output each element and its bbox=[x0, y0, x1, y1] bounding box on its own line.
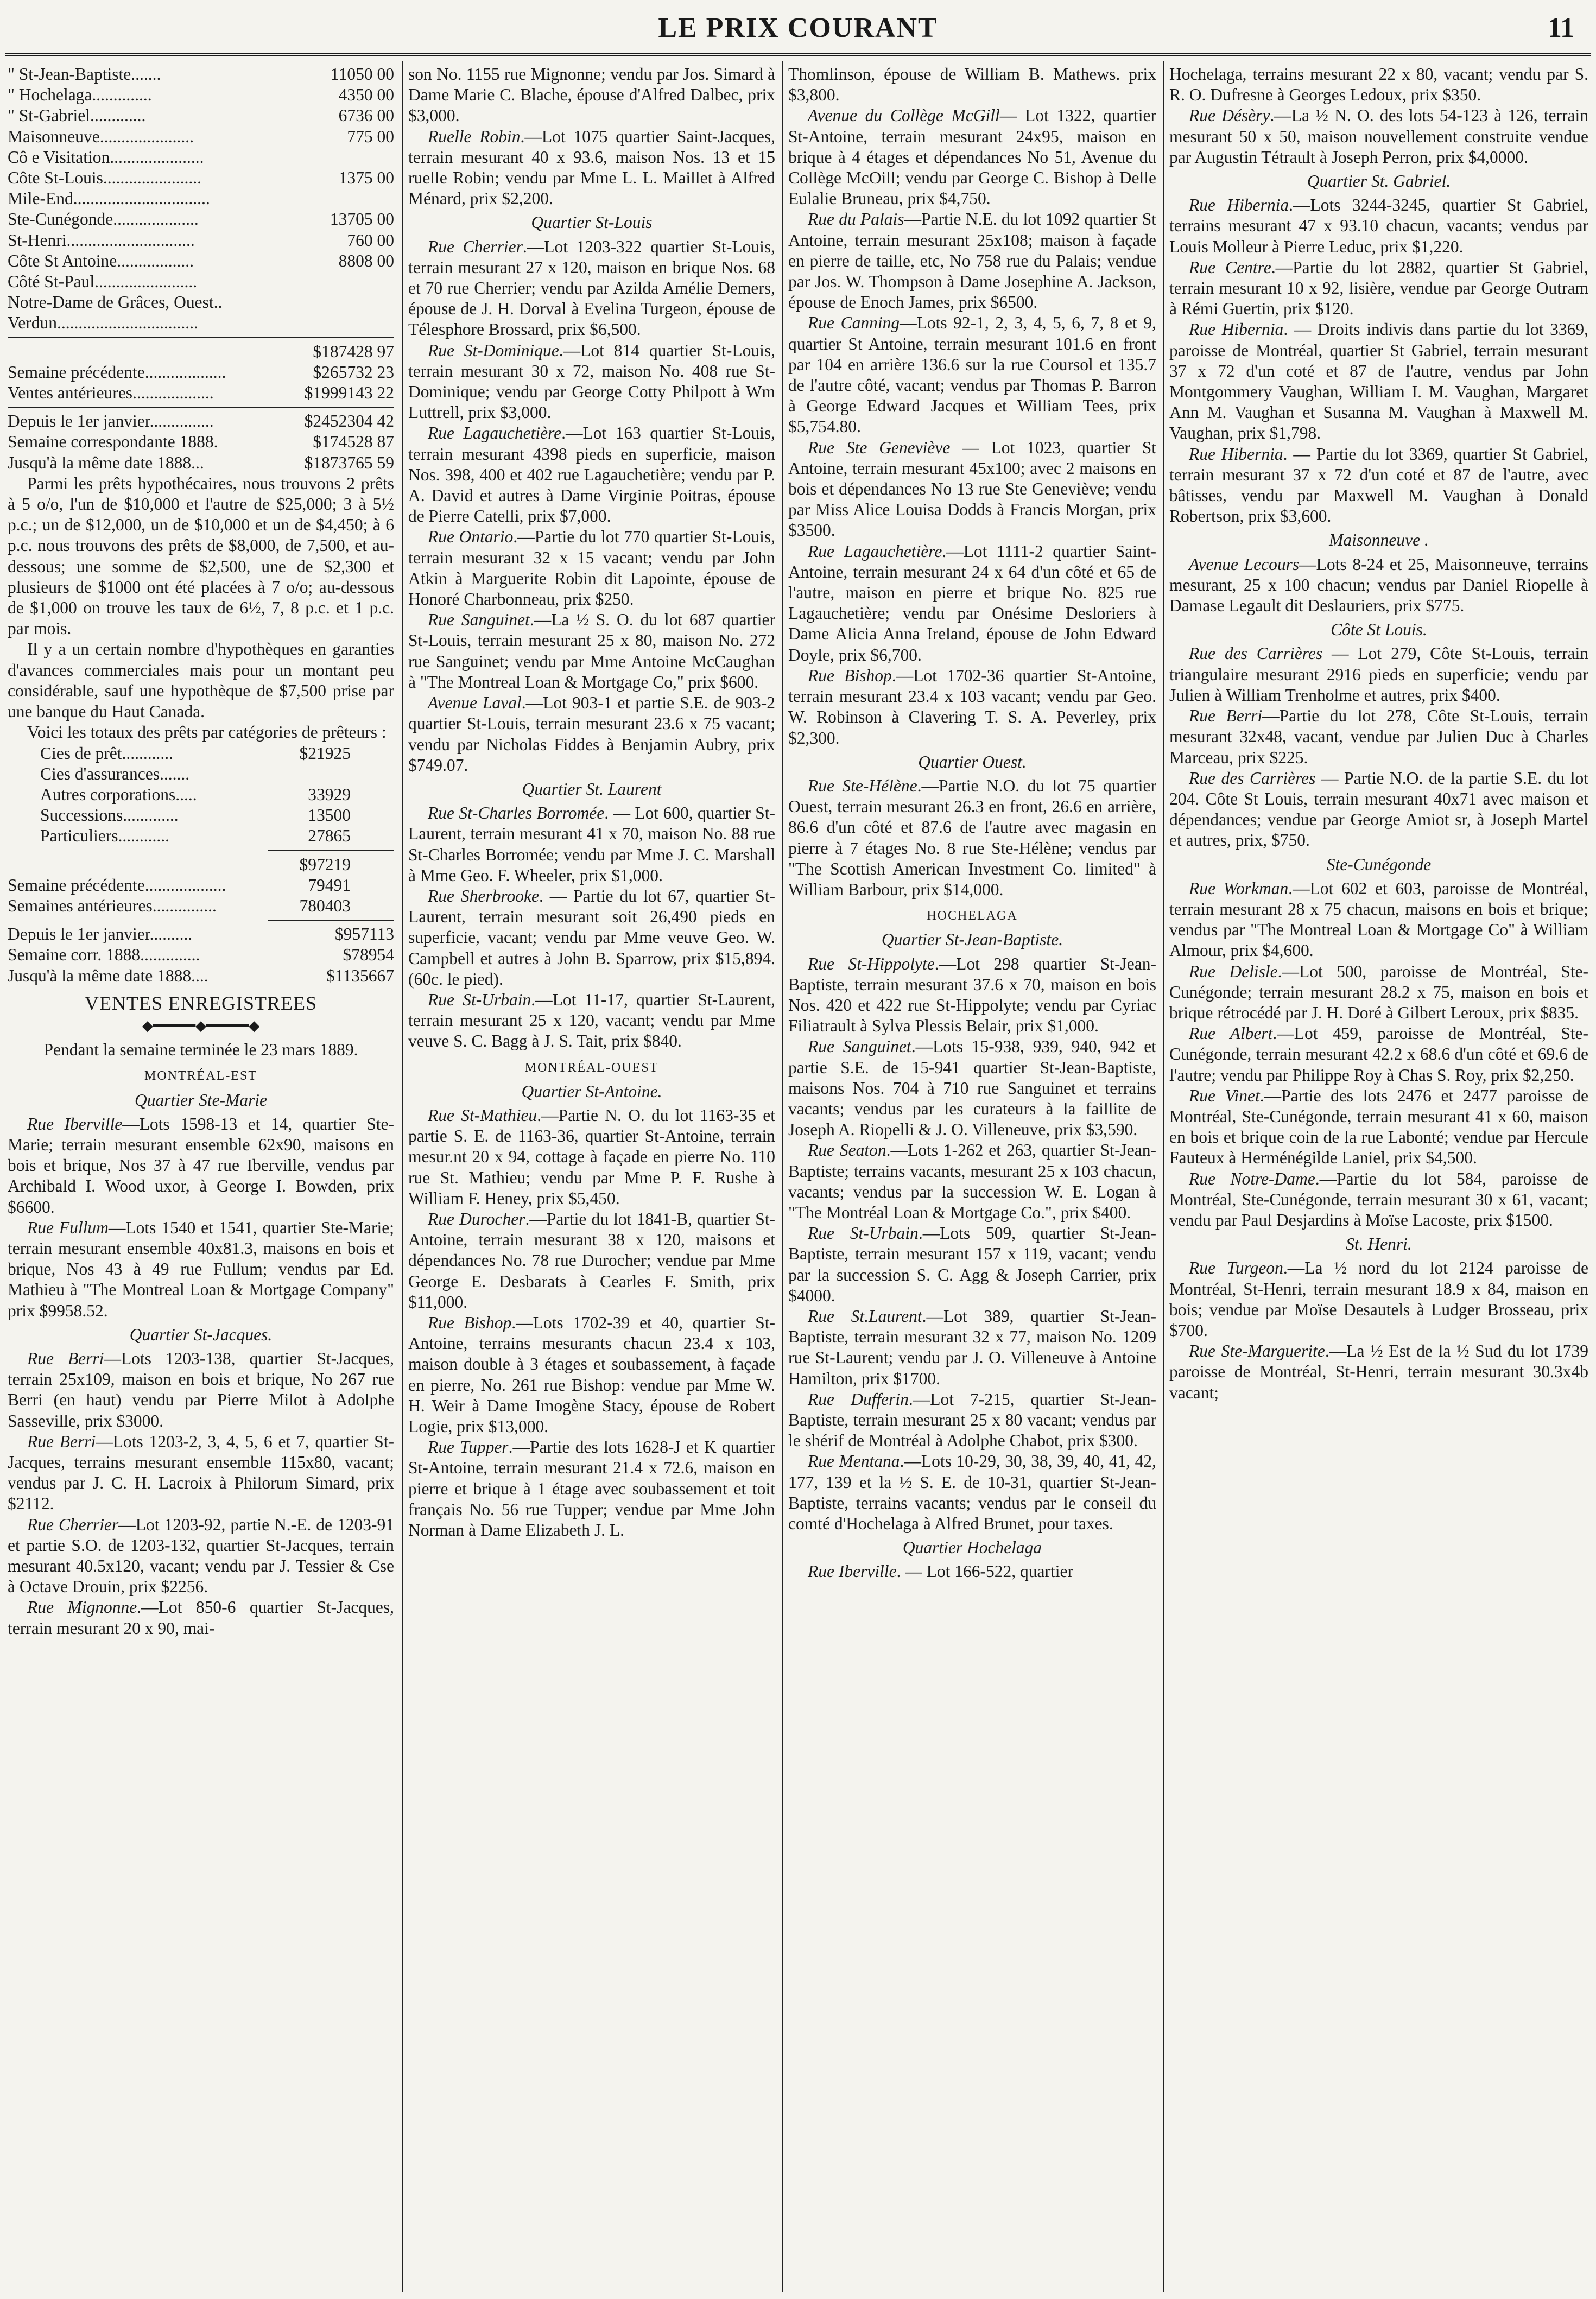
entry-text: —Lot 1203-92, partie N.-E. de 1203-91 et partie S.O. de 1203-132, quartier St-Jacques, terrain mesurant 40.5x120, vacant; vendu par J. Tessier & Cse à Octave Drouin, prix $2256. bbox=[8, 1515, 394, 1597]
entry bbox=[1169, 319, 1588, 444]
entry-text: .—Partie du lot 770 quartier St-Louis, terrain mesurant 32 x 15 vacant; vendu par John Atkin à Marguerite Robin dit Lapointe, épouse de Honoré Charbonneau, prix $250. bbox=[408, 527, 775, 609]
summary-row bbox=[8, 362, 394, 383]
entry-text: .—Lots 1-262 et 263, quartier St-Jean-Baptiste; terrains vacants, mesurant 25 x 103 chacun, vacants; vendus par la succession W. E. Logan à "The Montréal Loan & Mortgage Co.", prix $400. bbox=[788, 1141, 1156, 1222]
entry bbox=[788, 1140, 1156, 1223]
entry bbox=[408, 527, 775, 610]
ward-heading: St. Henri. bbox=[1346, 1234, 1412, 1254]
street-name: Rue Durocher bbox=[428, 1209, 525, 1228]
lender-row-label: Cies d'assurances....... bbox=[40, 764, 190, 783]
lender-prev-row bbox=[8, 896, 394, 916]
ward-row-amount: 11050 00 bbox=[331, 65, 394, 84]
street-name: Rue Tupper bbox=[428, 1437, 509, 1457]
entry bbox=[788, 64, 1156, 105]
street-name: Rue Ontario bbox=[428, 527, 514, 547]
entry bbox=[408, 237, 775, 340]
entry bbox=[8, 1432, 394, 1515]
street-name: Rue Berri bbox=[27, 1432, 96, 1451]
entry-text: .—Lot 298 quartier St-Jean-Baptiste, terrain mesurant 37.6 x 70, maison en bois Nos. 420 et 422 rue St-Hippolyte; vendu par Cyriac Filiatrault à Sylva Plessis Belair, prix $1,000. bbox=[788, 954, 1156, 1036]
since-jan-amount: $2452304 42 bbox=[304, 411, 394, 431]
column-2 bbox=[408, 64, 775, 2290]
street-name: Rue Sanguinet bbox=[428, 610, 530, 630]
lender-row bbox=[8, 743, 394, 764]
rule bbox=[8, 337, 394, 338]
entry bbox=[1169, 768, 1588, 851]
lender-row-amount: 33929 bbox=[308, 784, 351, 804]
summary-row-amount: $265732 23 bbox=[313, 362, 394, 382]
entry-text: .—Lot 163 quartier St-Louis, terrain mesurant 4398 pieds en superficie, maison Nos. 398, 400 et 402 rue Lagauchetière; vendu par P. A. David et autres à Dame Virginie Poitras, épouse de Pierre Catelli, prix $7,000. bbox=[408, 423, 775, 526]
entry-text: .—Lots 1702-39 et 40, quartier St-Antoine, terrains mesurants chacun 23.4 x 103, maison double à 3 étages et soubassement, à façade en pierre, No. 261 rue Bishop: vendue par Mme W. H. Weir à Dame Imogène Stacy, épouse de Robert Logie, prix $13,000. bbox=[408, 1313, 775, 1436]
ward-row-label: Notre-Dame de Grâces, Ouest.. bbox=[8, 293, 223, 312]
ward-row-amount: 6736 00 bbox=[338, 106, 394, 125]
ward-row-amount: 8808 00 bbox=[338, 251, 394, 270]
column-3 bbox=[788, 64, 1156, 2290]
entry bbox=[788, 1389, 1156, 1452]
ward-row bbox=[8, 105, 394, 126]
entry-text: .—Lots 10-29, 30, 38, 39, 40, 41, 42, 177, 139 et la ½ S. E. de 10-31, quartier St-Jean-Baptiste, terrains vacants; vendus par le conseil du comté d'Hochelaga à Alfred Brunet, pour taxes. bbox=[788, 1452, 1156, 1534]
street-name: Rue Sherbrooke bbox=[428, 886, 539, 905]
entry bbox=[8, 1114, 394, 1218]
entry bbox=[788, 438, 1156, 541]
entry-text: —Partie du lot 278, Côte St-Louis, terrain mesurant 32x48, vacant, vendue par Julien Duc à Charles Marceau, prix $225. bbox=[1169, 706, 1588, 767]
entry-text: —Lots 1540 et 1541, quartier Ste-Marie; terrain mesurant ensemble 40x81.3, maisons en bois et brique, Nos 43 à 49 rue Fullum; vendus par Ed. Mathieu à "The Montreal Loan & Mortgage Company" prix $9958.52. bbox=[8, 1218, 394, 1320]
ward-row-label: Côte St Antoine.................. bbox=[8, 251, 194, 270]
ward-row-amount bbox=[305, 271, 394, 292]
street-name: Rue Hibernia bbox=[1189, 320, 1284, 339]
ward-heading: Quartier Hochelaga bbox=[902, 1538, 1042, 1557]
column-4 bbox=[1169, 64, 1588, 2290]
entry-text: .—Lot 459, paroisse de Montréal, Ste-Cunégonde, terrain mesurant 42.2 x 68.6 d'un côté et 69.6 de l'autre; vendu par Philippe Roy à Chas S. Roy, prix $2,250. bbox=[1169, 1024, 1588, 1085]
corresp-table bbox=[8, 432, 394, 473]
lender-row-amount: $21925 bbox=[299, 743, 351, 763]
section-heading: MONTRÉAL-EST bbox=[144, 1069, 257, 1084]
street-name: Rue Bishop bbox=[808, 666, 892, 685]
ward-row bbox=[8, 147, 394, 168]
entry-text: .—Partie des lots 2476 et 2477 paroisse de Montréal, Ste-Cunégonde, terrain mesurant 41 x 60, maison en bois et brique coin de la rue Labonté; vendue par Hercule Fauteux à Herménégilde Laniel, prix $4,500. bbox=[1169, 1086, 1588, 1168]
entry-text: — Partie N.O. de la partie S.E. du lot 204. Côte St Louis, terrain mesurant 40x71 avec maison et dépendances; vendue par George Amiot sr, à Joseph Martel et autres, prix, $750. bbox=[1169, 768, 1588, 850]
lender-prev-row bbox=[8, 875, 394, 896]
street-name: Rue Berri bbox=[27, 1348, 104, 1368]
street-name: Rue Cherrier bbox=[428, 237, 523, 256]
entry bbox=[788, 209, 1156, 313]
corresp-row-label: Jusqu'à la même date 1888... bbox=[8, 453, 204, 472]
entry-text: . — Partie du lot 3369, quartier St Gabriel, terrain mesurant 37 x 72 d'un coté et 87 de l'autre, avec bâtisses, vendu par Maxwell M. Vaughan à Donald Robertson, prix $3,600. bbox=[1169, 444, 1588, 526]
entry-text: Hochelaga, terrains mesurant 22 x 80, vacant; vendu par S. R. O. Dufresne à Georges Ledoux, prix $350. bbox=[1169, 65, 1588, 105]
entry bbox=[408, 803, 775, 886]
summary-row bbox=[8, 383, 394, 403]
street-name: Rue Bishop bbox=[428, 1313, 512, 1332]
ornament: ◆━━━━━◆━━━━━◆ bbox=[142, 1017, 260, 1034]
corresp-row-amount: $1873765 59 bbox=[304, 453, 394, 472]
lenders-total: $97219 bbox=[299, 854, 351, 874]
ward-row-label: Cô e Visitation...................... bbox=[8, 147, 204, 167]
ward-heading: Quartier Ste-Marie bbox=[134, 1090, 268, 1110]
ward-row-label: St-Henri.............................. bbox=[8, 230, 195, 250]
summary-row-label: Semaine précédente................... bbox=[8, 362, 226, 382]
entry-text: .—La ½ S. O. du lot 687 quartier St-Louis, terrain mesurant 25 x 80, maison No. 272 rue Sanguinet; vendu par Mme Antoine McCaughan à "The Montreal Loan & Mortgage Co," prix $600. bbox=[408, 610, 775, 692]
header-rule bbox=[5, 53, 1591, 56]
ward-row bbox=[8, 251, 394, 271]
lender-row-label: Autres corporations..... bbox=[40, 784, 197, 804]
rule bbox=[268, 850, 394, 851]
ward-row bbox=[8, 126, 394, 147]
entry-text: .—Lot 500, paroisse de Montréal, Ste-Cunégonde; terrain mesurant 28.2 x 75, maison en bois et brique rétrocédé par J. H. Doré à Gilbert Leroux, prix $835. bbox=[1169, 961, 1588, 1022]
entry-text: son No. 1155 rue Mignonne; vendu par Jos. Simard à Dame Marie C. Blache, épouse d'Alfred Dalbec, prix $3,000. bbox=[408, 65, 775, 125]
lender-since-row-label: Depuis le 1er janvier.......... bbox=[8, 924, 193, 944]
entry bbox=[788, 105, 1156, 209]
ward-row bbox=[8, 85, 394, 105]
street-name: Rue St-Urbain bbox=[808, 1224, 919, 1243]
ward-row-amount: 775 00 bbox=[347, 126, 394, 146]
street-name: Rue St-Charles Borromée bbox=[428, 803, 605, 823]
entry bbox=[408, 1209, 775, 1313]
ward-row-amount: 760 00 bbox=[347, 230, 394, 250]
entry bbox=[788, 954, 1156, 1037]
street-name: Rue Sanguinet bbox=[808, 1037, 911, 1056]
entry-text: .—La ½ nord du lot 2124 paroisse de Montréal, St-Henri, terrain mesurant 18.9 x 84, maison en bois; vendue par Moïse Desautels à Ludger Brosseau, prix $700. bbox=[1169, 1258, 1588, 1340]
lender-row bbox=[8, 784, 394, 805]
street-name: Rue St.Laurent bbox=[808, 1306, 922, 1326]
sales-summary-table bbox=[8, 362, 394, 403]
ward-heading: Quartier St. Laurent bbox=[522, 779, 662, 799]
entry-text: .—Lot 850-6 quartier St-Jacques, terrain mesurant 20 x 90, mai- bbox=[8, 1598, 394, 1638]
lender-since-row bbox=[8, 924, 394, 945]
summary-row-label: Ventes antérieures................... bbox=[8, 383, 214, 403]
entry bbox=[788, 1561, 1156, 1582]
street-name: Rue St-Mathieu bbox=[428, 1105, 537, 1125]
street-name: Rue Ste-Marguerite bbox=[1189, 1341, 1325, 1361]
ward-row-label: Verdun................................. bbox=[8, 313, 198, 333]
ward-row-amount: 4350 00 bbox=[338, 85, 394, 105]
lender-since-row bbox=[8, 966, 394, 986]
ward-row-label: " Hochelaga.............. bbox=[8, 85, 152, 105]
street-name: Rue Cherrier bbox=[27, 1515, 119, 1534]
entry bbox=[1169, 1086, 1588, 1169]
entry bbox=[788, 541, 1156, 666]
ward-row bbox=[8, 292, 394, 313]
page-header bbox=[0, 0, 1596, 60]
lender-row-amount: 27865 bbox=[308, 826, 351, 846]
column-1 bbox=[8, 64, 394, 2290]
ward-row bbox=[8, 209, 394, 230]
entry bbox=[1169, 643, 1588, 706]
entry-text: .—La ½ N. O. des lots 54-123 à 126, terrain mesurant 50 x 50, maison nouvellement construite vendue par Augustin Tétrault à Joseph Perron, prix $4,0000. bbox=[1169, 106, 1588, 167]
street-name: Rue des Carrières bbox=[1189, 644, 1323, 663]
entry bbox=[1169, 706, 1588, 768]
ventes-title: VENTES ENREGISTREES bbox=[85, 992, 317, 1014]
entry-text: .—Partie du lot 1841-B, quartier St-Antoine, terrain mesurant 38 x 120, maisons et dépendances No. 78 rue Durocher; vendue par Mme George E. Desbarats à Cearles F. Smith, prix $11,000. bbox=[408, 1209, 775, 1312]
paragraph: Voici les totaux des prêts par catégories de prêteurs : bbox=[27, 723, 387, 742]
rule bbox=[268, 920, 394, 921]
street-name: Rue Delisle bbox=[1189, 961, 1278, 981]
corresp-row-amount: $174528 87 bbox=[313, 432, 394, 452]
street-name: Rue Berri bbox=[1189, 706, 1263, 726]
entry-text: .—Partie N.O. du lot 75 quartier Ouest, terrain mesurant 26.3 en front, 26.6 en arrière, 86.6 d'un côté et 87.6 de l'autre avec magasin en pierre à 7 étages No. 8 rue Ste-Hélène; vendus par "The Scottish American Investment Co. limited" à William Barbour, prix $14,000. bbox=[788, 776, 1156, 899]
entry-text: .—Lot 814 quartier St-Louis, terrain mesurant 30 x 72, maison No. 408 rue St-Dominique; vendu par George Cotty Philpott à Wm Luttrell, prix $3,000. bbox=[408, 340, 775, 422]
entry bbox=[1169, 257, 1588, 320]
entry-text: — Lot 1322, quartier St-Antoine, terrain mesurant 24x95, maison en brique à 4 étages et dépendances No 51, Avenue du Collège McOill; vendu par George C. Bishop à Delle Eulalie Bruneau, prix $4,750. bbox=[788, 106, 1156, 208]
entry-text: Thomlinson, épouse de William B. Mathews. prix $3,800. bbox=[788, 65, 1156, 105]
street-name: Rue Vinet bbox=[1189, 1086, 1260, 1105]
section-heading: HOCHELAGA bbox=[927, 909, 1018, 923]
lenders-prev-table bbox=[8, 875, 394, 916]
column-rule bbox=[402, 61, 403, 2292]
ward-heading: Ste-Cunégonde bbox=[1326, 854, 1432, 874]
page-number: 11 bbox=[1547, 12, 1574, 43]
ward-row bbox=[8, 230, 394, 251]
entry bbox=[788, 1036, 1156, 1140]
lender-since-row-amount: $78954 bbox=[343, 945, 394, 965]
ward-row-label: Mile-End................................ bbox=[8, 189, 210, 208]
entry bbox=[788, 776, 1156, 900]
ward-row-amount bbox=[305, 188, 394, 209]
entry bbox=[788, 1306, 1156, 1389]
ward-row bbox=[8, 313, 394, 333]
ward-row bbox=[8, 271, 394, 292]
corresp-row-label: Semaine correspondante 1888. bbox=[8, 432, 218, 452]
lender-prev-row-amount: 780403 bbox=[299, 896, 351, 915]
lender-row-label: Particuliers............ bbox=[40, 826, 169, 846]
street-name: Rue St-Hippolyte bbox=[808, 954, 935, 973]
paragraph: Parmi les prêts hypothécaires, nous trouvons 2 prêts à 5 o/o, l'un de $10,000 et l'autre de $25,000; 3 à 5½ p.c.; un de $12,000, un de $10,000 et un de $4,450; à 6 p.c. nous trouvons des prêts de $8,000, de 7,500, et au-dessous; une somme de $2,500, une de $2,300 et plusieurs de $1000 ont été placées à 7 o/o; au-dessous de $1,000 on trouve les taux de 6½, 7, 8 p.c. et 1 p.c. par mois. bbox=[8, 473, 394, 638]
section-heading: MONTRÉAL-OUEST bbox=[524, 1060, 659, 1075]
ward-row-amount bbox=[305, 292, 394, 313]
street-name: Rue Fullum bbox=[27, 1218, 109, 1237]
ward-heading: Quartier St-Jean-Baptiste. bbox=[881, 930, 1063, 949]
entry bbox=[788, 313, 1156, 437]
entry-text: .—Lot 602 et 603, paroisse de Montréal, terrain mesurant 28 x 75 chacun, maisons en bois et brique; vendus par "The Montreal Loan & Mortgage Co" à William Almour, prix $4,600. bbox=[1169, 878, 1588, 960]
entry bbox=[1169, 961, 1588, 1024]
entry bbox=[408, 693, 775, 776]
entry bbox=[1169, 195, 1588, 257]
entry bbox=[408, 1105, 775, 1209]
lender-prev-row-amount: 79491 bbox=[308, 875, 351, 895]
entry bbox=[408, 1313, 775, 1437]
street-name: Rue Lagauchetière bbox=[808, 541, 942, 561]
lender-since-row bbox=[8, 945, 394, 965]
ward-row-label: " St-Jean-Baptiste....... bbox=[8, 65, 161, 84]
entry-text: .—Lot 1075 quartier Saint-Jacques, terrain mesurant 40 x 93.6, maison Nos. 13 et 15 ruelle Robin; vendu par Mme L. L. Maillet à Alfred Ménard, prix $2,200. bbox=[408, 126, 775, 208]
entry bbox=[408, 610, 775, 693]
street-name: Rue Workman bbox=[1189, 878, 1289, 898]
street-name: Rue Hibernia bbox=[1189, 195, 1289, 215]
street-name: Rue Désèry bbox=[1189, 106, 1270, 125]
entry-text: .—Lot 903-1 et partie S.E. de 903-2 quartier St-Louis, terrain mesurant 23.6 x 75 vacant; vendu par Nicholas Fiddes à Benjamin Aubry, prix $749.07. bbox=[408, 693, 775, 775]
entry bbox=[408, 886, 775, 990]
entry-text: .—Lots 509, quartier St-Jean-Baptiste, terrain mesurant 157 x 119, vacant; vendu par la succession S. C. Agg & Joseph Carrier, prix $4000. bbox=[788, 1224, 1156, 1305]
ward-row-amount bbox=[305, 313, 394, 333]
lender-prev-row-label: Semaines antérieures............... bbox=[8, 896, 217, 915]
entry bbox=[1169, 1341, 1588, 1403]
street-name: Rue Lagauchetière bbox=[428, 423, 562, 443]
ventes-subtitle: Pendant la semaine terminée le 23 mars 1889. bbox=[43, 1040, 358, 1060]
entry-text: .—Partie des lots 1628-J et K quartier St-Antoine, terrain mesurant 21.4 x 72.6, maison en pierre et brique à 1 étage avec soubassement et toit français No. 56 rue Tupper; vendue par Mme John Norman à Dame Elizabeth J. L. bbox=[408, 1437, 775, 1540]
street-name: Avenue du Collège McGill bbox=[808, 106, 1000, 125]
rule bbox=[8, 407, 394, 408]
entry bbox=[1169, 1023, 1588, 1086]
entry-text: .—Partie N. O. du lot 1163-35 et partie S. E. de 1163-36, quartier St-Antoine, terrain mesur.nt 20 x 94, cottage à façade en pierre No. 110 rue St. Mathieu; vendu par Mme P. F. Rushe à William F. Heney, prix $5,450. bbox=[408, 1105, 775, 1208]
entry bbox=[788, 666, 1156, 749]
entry-text: —Lots 1203-2, 3, 4, 5, 6 et 7, quartier St-Jacques, terrains mesurant ensemble 115x80, vacant; vendus par J. C. H. Lacroix à Philorum Simard, prix $2112. bbox=[8, 1432, 394, 1513]
ward-row-amount: 1375 00 bbox=[338, 168, 394, 188]
ward-heading: Côte St Louis. bbox=[1331, 620, 1427, 639]
entry-text: .—Lot 1702-36 quartier St-Antoine, terrain mesurant 23.4 x 103 vacant; vendu par Geo. W. Robinson à Clavering T. S. A. Peverley, prix $2,300. bbox=[788, 666, 1156, 748]
entry bbox=[1169, 105, 1588, 168]
street-name: Rue Mentana bbox=[808, 1452, 900, 1471]
street-name: Rue Turgeon bbox=[1189, 1258, 1283, 1278]
ward-row-label: Côté St-Paul........................ bbox=[8, 272, 198, 292]
entry-text: .—Lot 1203-322 quartier St-Louis, terrain mesurant 27 x 120, maison en brique Nos. 68 et 70 rue Cherrier; vendu par Azilda Amélie Demers, épouse de J. H. Dorval à Evelina Turgeon, épouse de Télesphore Brossard, prix $6,500. bbox=[408, 237, 775, 339]
street-name: Rue St-Dominique bbox=[428, 340, 559, 360]
entry-text: .—Lot 389, quartier St-Jean-Baptiste, terrain mesurant 32 x 77, maison No. 1209 rue St-Laurent; vendu par J. O. Villeneuve à Antoine Hamilton, prix $1700. bbox=[788, 1306, 1156, 1388]
entry bbox=[1169, 1169, 1588, 1231]
masthead: LE PRIX COURANT bbox=[658, 12, 938, 43]
ward-heading: Quartier St. Gabriel. bbox=[1307, 172, 1451, 191]
entry bbox=[408, 423, 775, 527]
total-table bbox=[8, 341, 394, 362]
street-name: Avenue Lecours bbox=[1189, 554, 1300, 574]
corresp-row bbox=[8, 453, 394, 473]
ward-row bbox=[8, 168, 394, 188]
street-name: Rue Ste Geneviève bbox=[808, 438, 951, 457]
summary-row-amount: $1999143 22 bbox=[304, 383, 394, 403]
street-name: Rue Mignonne bbox=[27, 1598, 137, 1617]
street-name: Rue Seaton bbox=[808, 1141, 886, 1160]
entry-text: —Lots 92-1, 2, 3, 4, 5, 6, 7, 8 et 9, quartier St Antoine, terrain mesurant 101.6 en front par 104 en arrière 136.6 sur la rue Coursol et 135.7 de l'autre côté, vacant; vendus par Thomas P. Barron à George Edward Jacques et William Tees, prix $5,754.80. bbox=[788, 313, 1156, 436]
entry bbox=[788, 1223, 1156, 1306]
entry-text: —Lots 8-24 et 25, Maisonneuve, terrains mesurant, 25 x 100 chacun; vendus par Daniel Riopelle à Damase Legault dit Deslauriers, prix $775. bbox=[1169, 554, 1588, 616]
entry bbox=[8, 1348, 394, 1432]
ward-row-amount: 13705 00 bbox=[330, 210, 394, 229]
entry-text: . — Droits indivis dans partie du lot 3369, paroisse de Montréal, quartier St Gabriel, terrain mesurant 37 x 72 d'un coté et 87 de l'autre, vendus par John Montgommery Vaughan, William I. M. Vaughan, Margaret Ann M. Vaughan et Susanna M. Vaughan à Maxwell M. Vaughan, prix $1,798. bbox=[1169, 320, 1588, 443]
entry-text: .—Lots 15-938, 939, 940, 942 et partie S.E. de 15-941 quartier St-Jean-Baptiste, maisons Nos. 704 à 710 rue Sanguinet et terrains vacants; vendus par les curateurs à la faillite de Joseph A. Riopelli & J. O. Villeneuve, prix $3,590. bbox=[788, 1037, 1156, 1139]
lender-since-row-amount: $1135667 bbox=[326, 966, 394, 985]
entry-text: —Lots 1203-138, quartier St-Jacques, terrain 25x109, maison en bois et brique, No 267 rue Berri (en haut) vendu par Pierre Milot à Adolphe Sasseville, prix $3000. bbox=[8, 1348, 394, 1430]
street-name: Rue Notre-Dame bbox=[1189, 1169, 1315, 1188]
total-amount: $187428 97 bbox=[313, 341, 394, 361]
column-rule bbox=[1163, 61, 1164, 2292]
lender-row bbox=[8, 826, 394, 846]
entry bbox=[8, 1515, 394, 1598]
ward-heading: Quartier St-Jacques. bbox=[129, 1325, 273, 1344]
lenders-since-table bbox=[8, 924, 394, 986]
column-rule bbox=[782, 61, 783, 2292]
street-name: Rue Canning bbox=[808, 313, 900, 333]
entry-text: . — Lot 166-522, quartier bbox=[896, 1562, 1073, 1581]
lender-since-row-label: Semaine corr. 1888.............. bbox=[8, 945, 200, 965]
ward-row-label: Ste-Cunégonde.................... bbox=[8, 210, 199, 229]
entry bbox=[1169, 64, 1588, 105]
entry bbox=[408, 990, 775, 1052]
street-name: Avenue Laval bbox=[428, 693, 522, 713]
entry-text: .—Lot 1111-2 quartier Saint-Antoine, terrain mesurant 24 x 64 d'un côté et 65 de l'autre, maison en pierre et brique No. 825 rue Lagauchetière; vendu par Onésime Desloriers à Dame Alicia Anna Ireland, épouse de John Edward Doyle, prix $6,700. bbox=[788, 541, 1156, 664]
ward-row bbox=[8, 64, 394, 85]
entry-text: —Partie N.E. du lot 1092 quartier St Antoine, terrain mesurant 25x108; maison à façade en pierre de taille, etc, No 758 rue du Palais; vendue par Jos. W. Thompson à Dame Josephine A. Jackson, épouse de Enoch James, prix $6500. bbox=[788, 210, 1156, 312]
entry bbox=[408, 126, 775, 210]
ward-heading: Quartier St-Antoine. bbox=[521, 1081, 662, 1101]
lender-row-amount bbox=[265, 764, 394, 784]
lender-row-amount: 13500 bbox=[308, 806, 351, 825]
entry-text: .—Lot 7-215, quartier St-Jean-Baptiste, terrain mesurant 25 x 80 vacant; vendus par le shérif de Montréal à Adolphe Chabot, prix $300. bbox=[788, 1389, 1156, 1451]
street-name: Rue des Carrières bbox=[1189, 768, 1316, 788]
lender-row bbox=[8, 805, 394, 826]
street-name: Rue Dufferin bbox=[808, 1389, 909, 1409]
entry-text: .—Lots 3244-3245, quartier St Gabriel, terrains mesurant 47 x 93.10 chacun, vacants; vendus par Louis Molleur à Pierre Leduc, prix $1,220. bbox=[1169, 195, 1588, 256]
entry-text: .—Lot 11-17, quartier St-Laurent, terrain mesurant 25 x 120, vacant; vendu par Mme veuve S. C. Bagg à J. S. Tait, prix $840. bbox=[408, 990, 775, 1051]
lender-row bbox=[8, 764, 394, 784]
ward-row-amount bbox=[305, 147, 394, 168]
ward-heading: Quartier St-Louis bbox=[531, 213, 653, 232]
entry-text: —Lots 1598-13 et 14, quartier Ste-Marie; terrain mesurant ensemble 62x90, maisons en bois et brique, Nos 37 à 47 rue Iberville, vendus par Archibald I. Wood uxor, à George I. Bowden, prix $6600. bbox=[8, 1114, 394, 1217]
since-jan-label: Depuis le 1er janvier............... bbox=[8, 411, 214, 431]
corresp-row bbox=[8, 432, 394, 452]
entry bbox=[8, 1597, 394, 1638]
entry-text: — Lot 1023, quartier St Antoine, terrain mesurant 45x100; avec 2 maisons en bois et dépendances No 13 rue Ste Geneviève; vendu par Miss Alice Louisa Dodds à Francis Morgan, prix $3500. bbox=[788, 438, 1156, 540]
entry-text: .—Partie du lot 2882, quartier St Gabriel, terrain mesurant 10 x 92, lisière, vendue par George Outram à Rémi Guertin, prix $120. bbox=[1169, 257, 1588, 319]
entry-text: . — Lot 600, quartier St-Laurent, terrain mesurant 41 x 70, maison No. 88 rue St-Charles Borromée; vendu par Mme J. C. Marshall à Mme Geo. F. Wheeler, prix $1,000. bbox=[408, 803, 775, 885]
entry bbox=[408, 340, 775, 423]
wards-table bbox=[8, 64, 394, 334]
entry bbox=[1169, 444, 1588, 527]
entry bbox=[408, 64, 775, 126]
lender-since-row-amount: $957113 bbox=[334, 924, 394, 944]
street-name: Rue Albert bbox=[1189, 1024, 1273, 1043]
since-jan-table bbox=[8, 411, 394, 432]
lenders-table bbox=[8, 743, 394, 847]
lender-row-label: Successions............. bbox=[40, 806, 179, 825]
ward-row-label: Côte St-Louis....................... bbox=[8, 168, 202, 188]
entry-text: .—Partie du lot 584, paroisse de Montréal, Ste-Cunégonde, terrain mesurant 30 x 61, vacant; vendu par Paul Desjardins à Moïse Lacoste, prix $1500. bbox=[1169, 1169, 1588, 1230]
entry bbox=[1169, 1258, 1588, 1341]
lender-prev-row-label: Semaine précédente................... bbox=[8, 875, 226, 895]
entry-text: . — Partie du lot 67, quartier St-Laurent, terrain mesurant soit 26,490 pieds en superficie, vacant; vendu par Mme veuve Geo. W. Campbell et autres à John B. Sparrow, prix $15,894. (60c. le pied). bbox=[408, 886, 775, 989]
lenders-total-table bbox=[8, 854, 394, 875]
street-name: Rue du Palais bbox=[808, 210, 904, 229]
street-name: Rue Centre bbox=[1189, 257, 1271, 277]
entry bbox=[788, 1451, 1156, 1534]
entry bbox=[1169, 554, 1588, 617]
street-name: Rue Hibernia bbox=[1189, 444, 1283, 464]
paragraph: Il y a un certain nombre d'hypothèques en garanties d'avances commerciales mais pour un montant peu considérable, sauf une hypothèque de $7,500 prise par une banque du Haut Canada. bbox=[8, 639, 394, 721]
entry bbox=[408, 1437, 775, 1541]
lender-row-label: Cies de prêt............ bbox=[40, 743, 173, 763]
ward-heading: Maisonneuve . bbox=[1329, 530, 1429, 550]
entry-text: .—La ½ Est de la ½ Sud du lot 1739 paroisse de Montréal, St-Henri, terrain mesurant 30.3x4b vacant; bbox=[1169, 1341, 1588, 1402]
street-name: Rue Iberville bbox=[808, 1562, 897, 1581]
ward-row-label: Maisonneuve...................... bbox=[8, 126, 194, 146]
entry bbox=[1169, 878, 1588, 961]
street-name: Rue St-Urbain bbox=[428, 990, 531, 1009]
entry bbox=[8, 1218, 394, 1321]
ward-row bbox=[8, 188, 394, 209]
lender-since-row-label: Jusqu'à la même date 1888.... bbox=[8, 966, 208, 985]
street-name: Rue Iberville bbox=[27, 1114, 123, 1133]
street-name: Ruelle Robin bbox=[428, 126, 521, 146]
ward-row-label: " St-Gabriel............. bbox=[8, 106, 146, 125]
ward-heading: Quartier Ouest. bbox=[918, 752, 1027, 771]
street-name: Rue Ste-Hélène bbox=[808, 776, 917, 795]
entry-text: — Lot 279, Côte St-Louis, terrain triangulaire mesurant 2916 pieds en superficie; vendu par Julien à William Trenholme et autres, prix $400. bbox=[1169, 644, 1588, 705]
